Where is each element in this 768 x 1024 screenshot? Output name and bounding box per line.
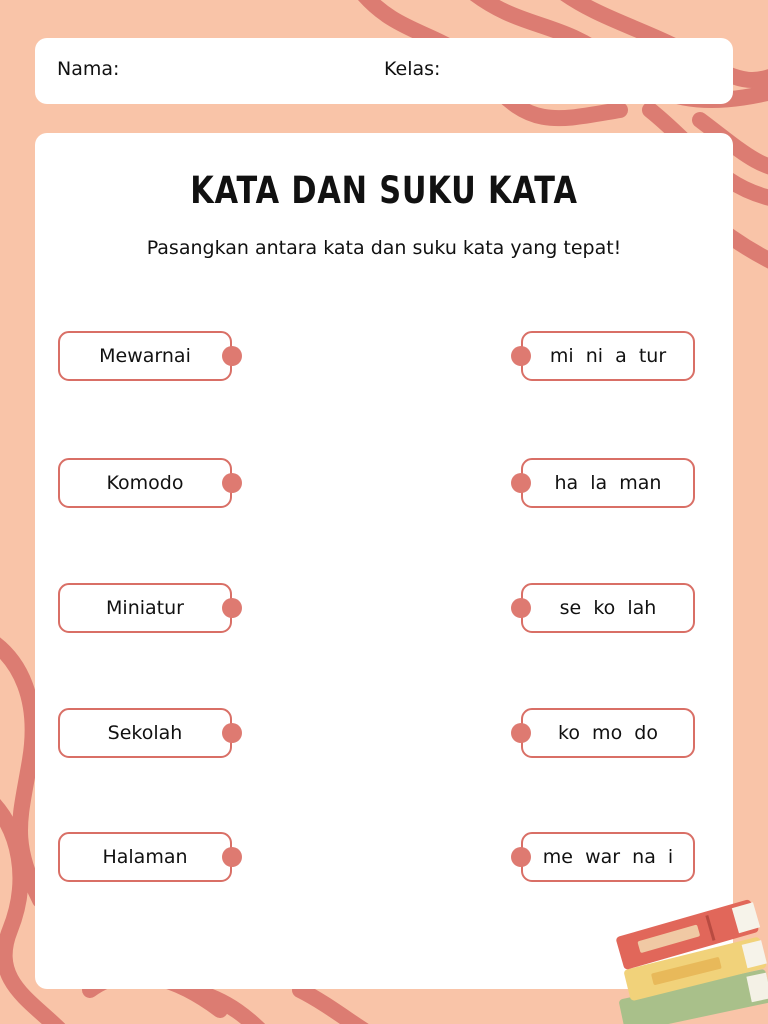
- worksheet-instruction: Pasangkan antara kata dan suku kata yang tepat!: [146, 237, 622, 259]
- word-label: Halaman: [102, 846, 188, 868]
- book-stack-illustration: [600, 880, 768, 1024]
- word-label: Mewarnai: [99, 345, 191, 367]
- worksheet-card: [35, 133, 733, 989]
- syllable-label: se ko lah: [559, 597, 657, 619]
- word-item-1[interactable]: [58, 331, 232, 381]
- syllable-label: me war na i: [542, 846, 674, 868]
- word-item-5[interactable]: [58, 832, 232, 882]
- header-card: [35, 38, 733, 104]
- syllable-item-5[interactable]: [521, 832, 695, 882]
- connector-dot[interactable]: [222, 723, 242, 743]
- syllable-label: mi ni a tur: [549, 345, 667, 367]
- connector-dot[interactable]: [222, 847, 242, 867]
- word-item-4[interactable]: [58, 708, 232, 758]
- connector-dot[interactable]: [511, 723, 531, 743]
- syllable-item-3[interactable]: [521, 583, 695, 633]
- connector-dot[interactable]: [222, 473, 242, 493]
- word-label: Miniatur: [106, 597, 184, 619]
- connector-dot[interactable]: [222, 598, 242, 618]
- name-field-label[interactable]: Nama:: [57, 58, 120, 80]
- connector-dot[interactable]: [511, 473, 531, 493]
- word-item-2[interactable]: [58, 458, 232, 508]
- connector-dot[interactable]: [222, 346, 242, 366]
- syllable-label: ha la man: [554, 472, 662, 494]
- syllable-item-1[interactable]: [521, 331, 695, 381]
- connector-dot[interactable]: [511, 346, 531, 366]
- word-label: Sekolah: [107, 722, 183, 744]
- connector-dot[interactable]: [511, 847, 531, 867]
- syllable-item-4[interactable]: [521, 708, 695, 758]
- word-label: Komodo: [106, 472, 184, 494]
- class-field-label[interactable]: Kelas:: [384, 58, 441, 80]
- syllable-item-2[interactable]: [521, 458, 695, 508]
- connector-dot[interactable]: [511, 598, 531, 618]
- worksheet-title: KATA DAN SUKU KATA: [190, 169, 578, 212]
- word-item-3[interactable]: [58, 583, 232, 633]
- syllable-label: ko mo do: [558, 722, 658, 744]
